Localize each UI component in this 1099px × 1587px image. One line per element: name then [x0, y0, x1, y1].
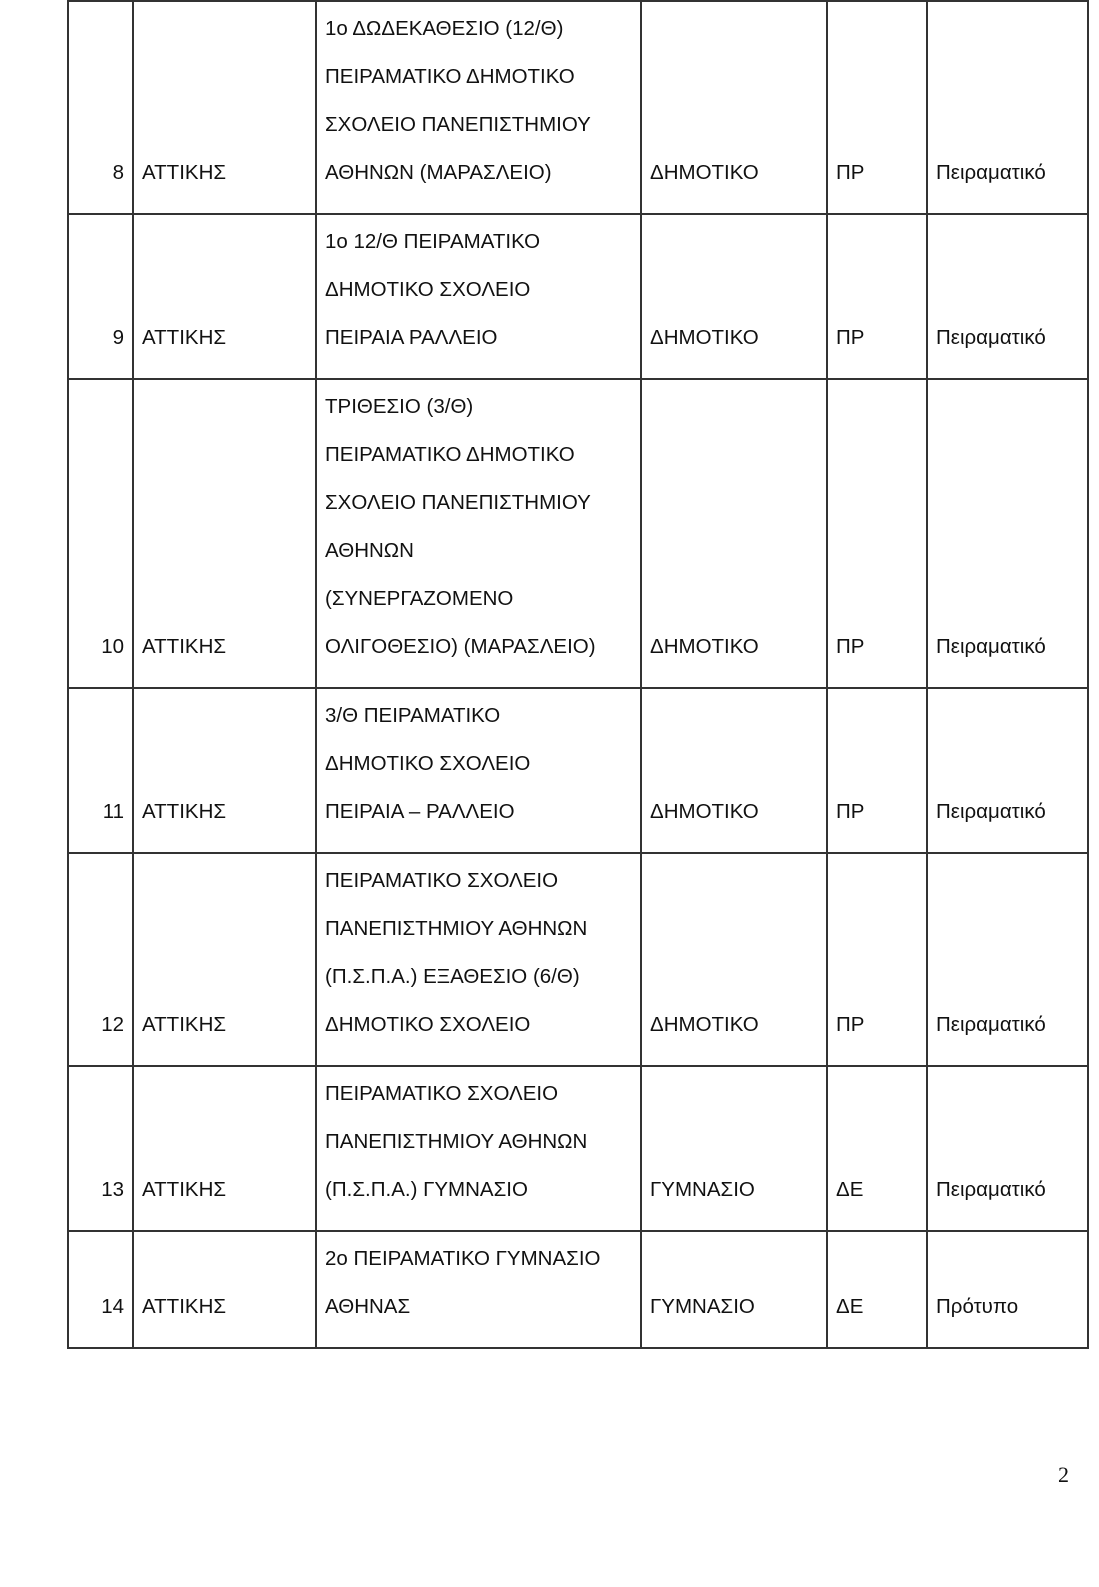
table-row: [68, 1231, 1088, 1348]
school-name-line: ΤΡΙΘΕΣΙΟ (3/Θ): [325, 395, 474, 418]
school-name-line: ΟΛΙΓΟΘΕΣΙΟ) (ΜΑΡΑΣΛΕΙΟ): [325, 635, 596, 658]
school-name-line: 1ο 12/Θ ΠΕΙΡΑΜΑΤΙΚΟ: [325, 230, 541, 253]
school-name-line: ΠΑΝΕΠΙΣΤΗΜΙΟΥ ΑΘΗΝΩΝ: [325, 917, 588, 940]
school-name-line: ΠΕΙΡΑΜΑΤΙΚΟ ΔΗΜΟΤΙΚΟ: [325, 443, 575, 466]
type-cell: ΔΗΜΟΤΙΚΟ: [641, 214, 827, 379]
school-name-cell: [316, 214, 641, 379]
school-name-line: ΑΘΗΝΩΝ: [325, 539, 414, 562]
school-name-cell: [316, 1, 641, 214]
category-cell: Πειραματικό: [927, 214, 1088, 379]
region-cell: ΑΤΤΙΚΗΣ: [133, 1231, 316, 1348]
region-cell: ΑΤΤΙΚΗΣ: [133, 688, 316, 853]
region-cell: ΑΤΤΙΚΗΣ: [133, 1066, 316, 1231]
school-name-cell: [316, 853, 641, 1066]
level-cell: ΠΡ: [827, 1, 927, 214]
type-cell: ΔΗΜΟΤΙΚΟ: [641, 379, 827, 688]
type-cell: ΓΥΜΝΑΣΙΟ: [641, 1231, 827, 1348]
table-row: [68, 214, 1088, 379]
school-name-line: ΣΧΟΛΕΙΟ ΠΑΝΕΠΙΣΤΗΜΙΟΥ: [325, 491, 591, 514]
table-row: [68, 379, 1088, 688]
level-cell: ΠΡ: [827, 214, 927, 379]
level-cell: ΠΡ: [827, 688, 927, 853]
school-name-line: ΑΘΗΝΩΝ (ΜΑΡΑΣΛΕΙΟ): [325, 161, 552, 184]
level-cell: ΔΕ: [827, 1066, 927, 1231]
type-cell: ΔΗΜΟΤΙΚΟ: [641, 1, 827, 214]
school-name-line: ΔΗΜΟΤΙΚΟ ΣΧΟΛΕΙΟ: [325, 1013, 531, 1036]
row-number: 14: [68, 1231, 133, 1348]
region-cell: ΑΤΤΙΚΗΣ: [133, 853, 316, 1066]
school-name-line: 3/Θ ΠΕΙΡΑΜΑΤΙΚΟ: [325, 704, 501, 727]
school-name-line: (Π.Σ.Π.Α.) ΕΞΑΘΕΣΙΟ (6/Θ): [325, 965, 580, 988]
school-name-line: ΠΕΙΡΑΜΑΤΙΚΟ ΔΗΜΟΤΙΚΟ: [325, 65, 575, 88]
row-number: 12: [68, 853, 133, 1066]
school-name-cell: [316, 379, 641, 688]
school-name-line: ΔΗΜΟΤΙΚΟ ΣΧΟΛΕΙΟ: [325, 752, 531, 775]
type-cell: ΔΗΜΟΤΙΚΟ: [641, 853, 827, 1066]
region-cell: ΑΤΤΙΚΗΣ: [133, 379, 316, 688]
table-row: [68, 1, 1088, 214]
school-name-line: ΣΧΟΛΕΙΟ ΠΑΝΕΠΙΣΤΗΜΙΟΥ: [325, 113, 591, 136]
category-cell: Πρότυπο: [927, 1231, 1088, 1348]
row-number: 8: [68, 1, 133, 214]
type-cell: ΔΗΜΟΤΙΚΟ: [641, 688, 827, 853]
table-row: [68, 688, 1088, 853]
row-number: 10: [68, 379, 133, 688]
school-name-line: 1ο ΔΩΔΕΚΑΘΕΣΙΟ (12/Θ): [325, 17, 564, 40]
category-cell: Πειραματικό: [927, 688, 1088, 853]
category-cell: Πειραματικό: [927, 853, 1088, 1066]
school-name-line: ΠΕΙΡΑΙΑ – ΡΑΛΛΕΙΟ: [325, 800, 515, 823]
level-cell: ΠΡ: [827, 853, 927, 1066]
region-cell: ΑΤΤΙΚΗΣ: [133, 1, 316, 214]
school-name-cell: [316, 1066, 641, 1231]
school-name-line: ΠΕΙΡΑΜΑΤΙΚΟ ΣΧΟΛΕΙΟ: [325, 1082, 559, 1105]
school-name-cell: [316, 1231, 641, 1348]
level-cell: ΔΕ: [827, 1231, 927, 1348]
type-cell: ΓΥΜΝΑΣΙΟ: [641, 1066, 827, 1231]
school-name-line: (Π.Σ.Π.Α.) ΓΥΜΝΑΣΙΟ: [325, 1178, 528, 1201]
level-cell: ΠΡ: [827, 379, 927, 688]
page-number: 2: [1058, 1462, 1069, 1487]
school-name-line: ΠΕΙΡΑΙΑ ΡΑΛΛΕΙΟ: [325, 326, 498, 349]
row-number: 13: [68, 1066, 133, 1231]
table-row: [68, 1066, 1088, 1231]
schools-table: [67, 0, 1089, 1349]
category-cell: Πειραματικό: [927, 1066, 1088, 1231]
school-name-line: (ΣΥΝΕΡΓΑΖΟΜΕΝΟ: [325, 587, 514, 610]
row-number: 9: [68, 214, 133, 379]
table-row: [68, 853, 1088, 1066]
category-cell: Πειραματικό: [927, 379, 1088, 688]
row-number: 11: [68, 688, 133, 853]
school-name-line: ΔΗΜΟΤΙΚΟ ΣΧΟΛΕΙΟ: [325, 278, 531, 301]
category-cell: Πειραματικό: [927, 1, 1088, 214]
school-name-line: 2ο ΠΕΙΡΑΜΑΤΙΚΟ ΓΥΜΝΑΣΙΟ: [325, 1247, 601, 1270]
school-name-line: ΠΑΝΕΠΙΣΤΗΜΙΟΥ ΑΘΗΝΩΝ: [325, 1130, 588, 1153]
school-name-line: ΑΘΗΝΑΣ: [325, 1295, 411, 1318]
school-name-cell: [316, 688, 641, 853]
school-name-line: ΠΕΙΡΑΜΑΤΙΚΟ ΣΧΟΛΕΙΟ: [325, 869, 559, 892]
region-cell: ΑΤΤΙΚΗΣ: [133, 214, 316, 379]
